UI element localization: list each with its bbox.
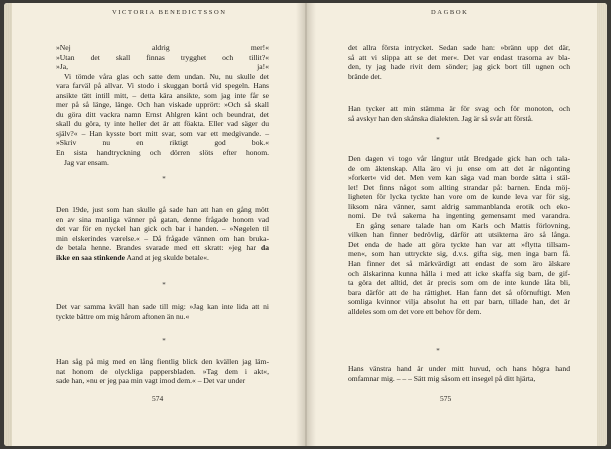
text-line: det var för en nyckel han gick och bar i handen. – »Nøgelen til (56, 224, 269, 234)
text-line: så avskyr han den skånska dialekten. Jag är så svår att förstå. (348, 113, 533, 123)
left-block-1 (56, 43, 269, 167)
left-page (4, 3, 305, 446)
text-line: den, ty jag hade rivit dem sönder; jag gick bort till ugnen och (348, 62, 570, 72)
text-line: liksom nära vänner, samt aldrig sammanblanda erotik och eko- (348, 201, 570, 211)
section-separator: * (162, 175, 166, 183)
section-separator: * (436, 136, 440, 144)
text-line: »Skriv nu en riktigt god bok.« (56, 138, 269, 148)
text-line: så att vi slippa att se det mer«. Det var endast trasorna av bla- (348, 52, 570, 62)
text-line: du göra ditt vackra namn Ernst Ahlgren känt och beundrat, det (56, 109, 269, 119)
text-line: en av sina manliga vänner på gatan, denne frågade honom vad (56, 214, 269, 224)
text-line: Han såg på mig med en lång fientlig blick den kvällen jag läm- (56, 357, 269, 366)
text-line: sade han, »nu er jeg paa min vagt imod dem.« – Det var under (56, 376, 246, 386)
book-gutter (296, 3, 316, 446)
text-line: Vi tömde våra glas och satte dem undan. Nu, nu skulle det (64, 71, 269, 81)
left-page-edge (4, 3, 12, 446)
text-line: vara farväl på allvar. Vi stodo i skuggan bortå vid spegeln. Hans (56, 81, 269, 91)
running-head-author: VICTORIA BENEDICTSSON (112, 9, 227, 16)
page-number-right: 575 (440, 394, 452, 403)
text-line: brände det. (348, 71, 382, 81)
left-block-4 (56, 357, 269, 386)
text-line: Han finner det så märkvärdigt att endast de som äro älskare (348, 259, 570, 269)
right-page-edge (597, 3, 607, 446)
text-line: vilken han finner bedrövlig, därför att utsikterna äro så långa. (348, 230, 570, 240)
text-line: Han tycker att min stämma är för svag och för monoton, och (348, 104, 570, 113)
text-line: själv?« – Han kysste bort mitt svar, som var ett medgivande. – (56, 128, 269, 138)
right-block-1 (348, 43, 570, 81)
text-line: omfamnar mig. – – – Sätt mig såsom ett insegel på ditt hjärta, (348, 373, 536, 383)
left-block-2 (56, 205, 269, 262)
text-line: En sista handtryckning och dörren slöts efter honom. (56, 148, 269, 158)
text-line: ansikte tätt intill mitt, – detta kära ansikte, som jag inte får se (56, 90, 269, 100)
text-line: »forkert« vid det. Men vem kan säga vad man borde sätta i stäl- (348, 173, 570, 183)
text-line: »Nej aldrig mer!« (56, 43, 269, 52)
page-number-left: 574 (152, 394, 164, 403)
text-line: Jag var ensam. (64, 157, 109, 167)
right-block-4 (348, 364, 570, 383)
text-line: mer på så länge, länge. Och han viskade upprört: »Och så skall (56, 100, 269, 110)
text-line: ligheten för lycka tyckte han vore om de kunde leva var för sig, (348, 192, 570, 202)
text-line: skall du göra, ty inte heller det är att föakta. Eller vad säger du (56, 119, 269, 129)
right-page (305, 3, 607, 446)
text-line: nat honom de olyckliga pappersbladen. »Tag dem i akt«, (56, 366, 269, 376)
text-line: Den dagen vi togo vår långtur utåt Bredgade gick han och tala- (348, 154, 570, 163)
section-separator: * (162, 281, 166, 289)
running-head-title: DAGBOK (431, 9, 469, 16)
text-line: Det var samma kväll han sade till mig: »Jag kan inte lida att ni (56, 302, 269, 311)
text-line: alldeles som om det vore ett behov för dem. (348, 306, 482, 316)
right-block-2 (348, 104, 570, 123)
text-line: somliga kvinnor vilja absolut ha ett par barn, tillade han, det är (348, 297, 570, 307)
text-line: ikke en saa stinkende Aand at jeg skulde betale«. (56, 252, 209, 262)
text-line: tyckte bättre om mig hårom aftonen än nu.« (56, 311, 190, 321)
text-line: det allra första intrycket. Sedan sade han: »bränn upp det där, (348, 43, 570, 52)
text-line: nomi. De två sakerna ha ingenting gemensamt med varandra. (348, 211, 570, 221)
book-spread (4, 3, 607, 446)
text-line: ta göra det alltid, det är precis som om de inte kunde låta bli, (348, 278, 570, 288)
left-block-3 (56, 302, 269, 321)
text-line: de betala henne. Brandes svarade med ett skratt: »jeg har da (56, 243, 269, 253)
text-line: bara därför att de ha rättighet. Han fann det så oförnuftigt. Men (348, 287, 570, 297)
section-separator: * (436, 347, 440, 355)
text-line: Det enda de hade att göra tyckte han var att »flytta tillsam- (348, 239, 570, 249)
section-separator: * (162, 337, 166, 345)
text-line: »Ja, ja!« (56, 62, 269, 72)
text-line: min elskerindes værelse.« – Då frågade vännen om han bruka- (56, 233, 269, 243)
text-line: En gång senare talade han om Karls och Mattis förlovning, (356, 220, 570, 230)
right-block-3 (348, 154, 570, 316)
text-line: »Utan det skall finnas trygghet och tillit?« (56, 52, 269, 62)
text-line: men«, som han uttryckte sig, d.v.s. gifta sig, men inga barn få. (348, 249, 570, 259)
text-line: Hans vänstra hand är under mitt huvud, och hans högra hand (348, 364, 570, 373)
text-line: de om äktenskap. Alla äro vi ju ense om att det är någonting (348, 163, 570, 173)
text-line: Den 19de, just som han skulle gå sade han att han en gång mött (56, 205, 269, 214)
text-line: och älskarinna kunna hålla i med att icke skaffa sig barn, de gif- (348, 268, 570, 278)
text-line: let! Det finns något som allting strandar på: barnen. Enda möj- (348, 182, 570, 192)
